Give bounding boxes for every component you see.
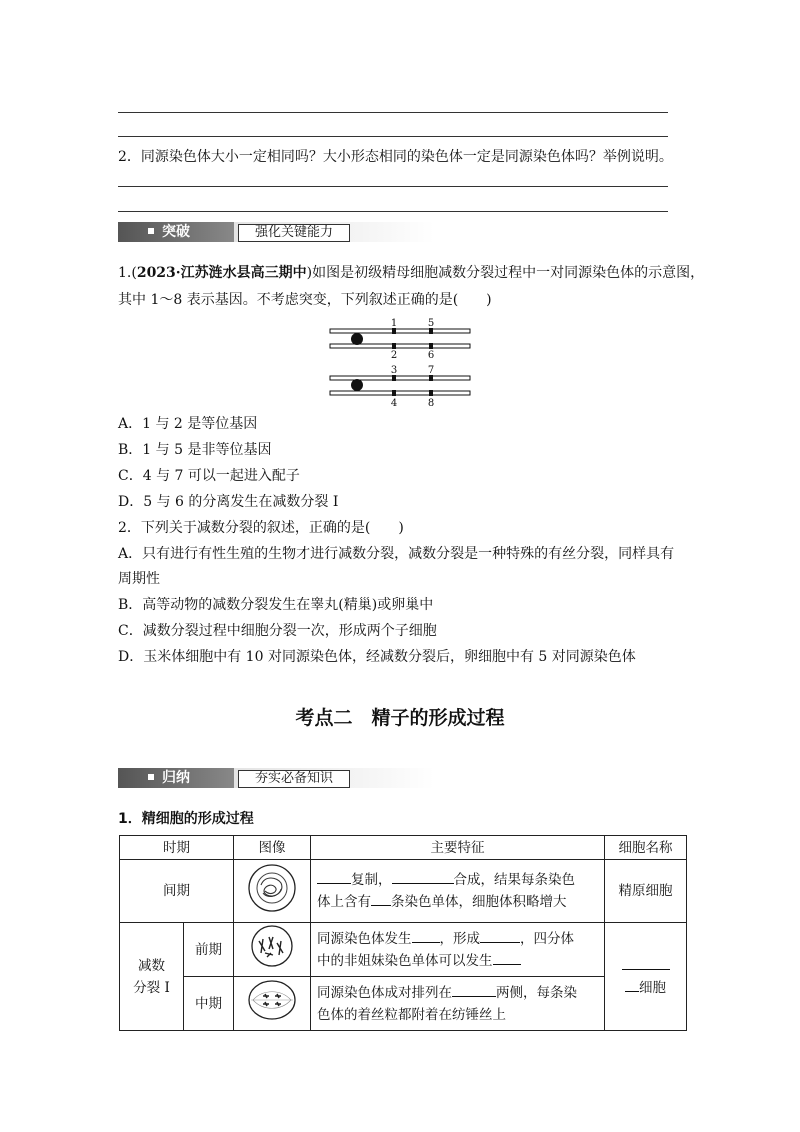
cell-name-spermatogonium: 精原细胞 [605, 860, 687, 923]
band-title: 突破 [162, 224, 190, 240]
option-d: D．玉米体细胞中有 10 对同源染色体，经减数分裂后，卵细胞中有 5 对同源染色体 [118, 649, 636, 665]
option-c: C．4 与 7 可以一起进入配子 [118, 468, 300, 484]
period-prophase: 前期 [184, 923, 234, 977]
answer-line [118, 112, 668, 113]
chromosome-diagram [320, 314, 480, 410]
metaphase-features: 同源染色体成对排列在 两侧，每条染 色体的着丝粒都附着在纺锤丝上 [311, 977, 605, 1031]
table-heading: 1．精细胞的形成过程 [118, 811, 254, 827]
header-image: 图像 [234, 836, 311, 860]
bullet-square-icon [148, 228, 154, 234]
answer-line [118, 211, 668, 212]
spermatogenesis-table [119, 835, 687, 1031]
metaphase-cell-image [243, 977, 301, 1023]
gene-label: 4 [390, 398, 398, 409]
band-title: 归纳 [162, 770, 190, 786]
header-features: 主要特征 [311, 836, 605, 860]
answer-line [118, 186, 668, 187]
problem-2-stem: 2．下列关于减数分裂的叙述，正确的是( ) [118, 520, 404, 536]
section-band-summary [118, 768, 434, 788]
gene-label: 2 [390, 350, 398, 361]
option-d: D．5 与 6 的分离发生在减数分裂 Ⅰ [118, 494, 339, 510]
answer-line [118, 136, 668, 137]
option-a: A．1 与 2 是等位基因 [118, 416, 258, 432]
interphase-cell-image [243, 863, 301, 913]
question-2-text: 2．同源染色体大小一定相同吗？大小形态相同的染色体一定是同源染色体吗？举例说明。 [118, 149, 673, 165]
prophase-cell-image [243, 923, 301, 969]
band-subtitle: 强化关键能力 [238, 224, 350, 242]
gene-label: 7 [427, 365, 435, 376]
option-b: B．1 与 5 是非等位基因 [118, 442, 272, 458]
prophase-features: 同源染色体发生 ，形成 ，四分体 中的非姐妹染色单体可以发生 [311, 923, 605, 977]
gene-label: 5 [427, 318, 435, 329]
cell-name-primary-spermatocyte: 细胞 [605, 923, 687, 1031]
header-cell-name: 细胞名称 [605, 836, 687, 860]
band-subtitle: 夯实必备知识 [238, 770, 350, 788]
period-metaphase: 中期 [184, 977, 234, 1031]
section-title: 考点二 精子的形成过程 [295, 707, 505, 729]
gene-label: 1 [390, 318, 398, 329]
bullet-square-icon [148, 774, 154, 780]
problem-1-stem-2: 其中 1～8 表示基因。不考虑突变，下列叙述正确的是( ) [118, 292, 492, 308]
option-a-cont: 周期性 [118, 571, 160, 587]
option-a: A．只有进行有性生殖的生物才进行减数分裂，减数分裂是一种特殊的有丝分裂，同样具有 [118, 546, 675, 562]
gene-label: 3 [390, 365, 398, 376]
cell-image [234, 977, 311, 1031]
option-c: C．减数分裂过程中细胞分裂一次，形成两个子细胞 [118, 623, 437, 639]
interphase-features: 复制， 合成，结果每条染色 体上含有 条染色单体，细胞体积略增大 [311, 860, 605, 923]
option-b: B．高等动物的减数分裂发生在睾丸(精巢)或卵巢中 [118, 597, 434, 613]
problem-source: 2023·江苏涟水县高三期中 [136, 265, 307, 281]
period-interphase: 间期 [120, 860, 234, 923]
gene-label: 8 [427, 398, 435, 409]
cell-image [234, 923, 311, 977]
cell-image [234, 860, 311, 923]
period-meiosis-1: 减数 分裂 Ⅰ [120, 923, 184, 1031]
gene-label: 6 [427, 350, 435, 361]
problem-1-stem: 1.(2023·江苏涟水县高三期中)如图是初级精母细胞减数分裂过程中一对同源染色体的示意图， [118, 265, 705, 281]
header-period: 时期 [120, 836, 234, 860]
section-band-breakthrough [118, 222, 434, 242]
